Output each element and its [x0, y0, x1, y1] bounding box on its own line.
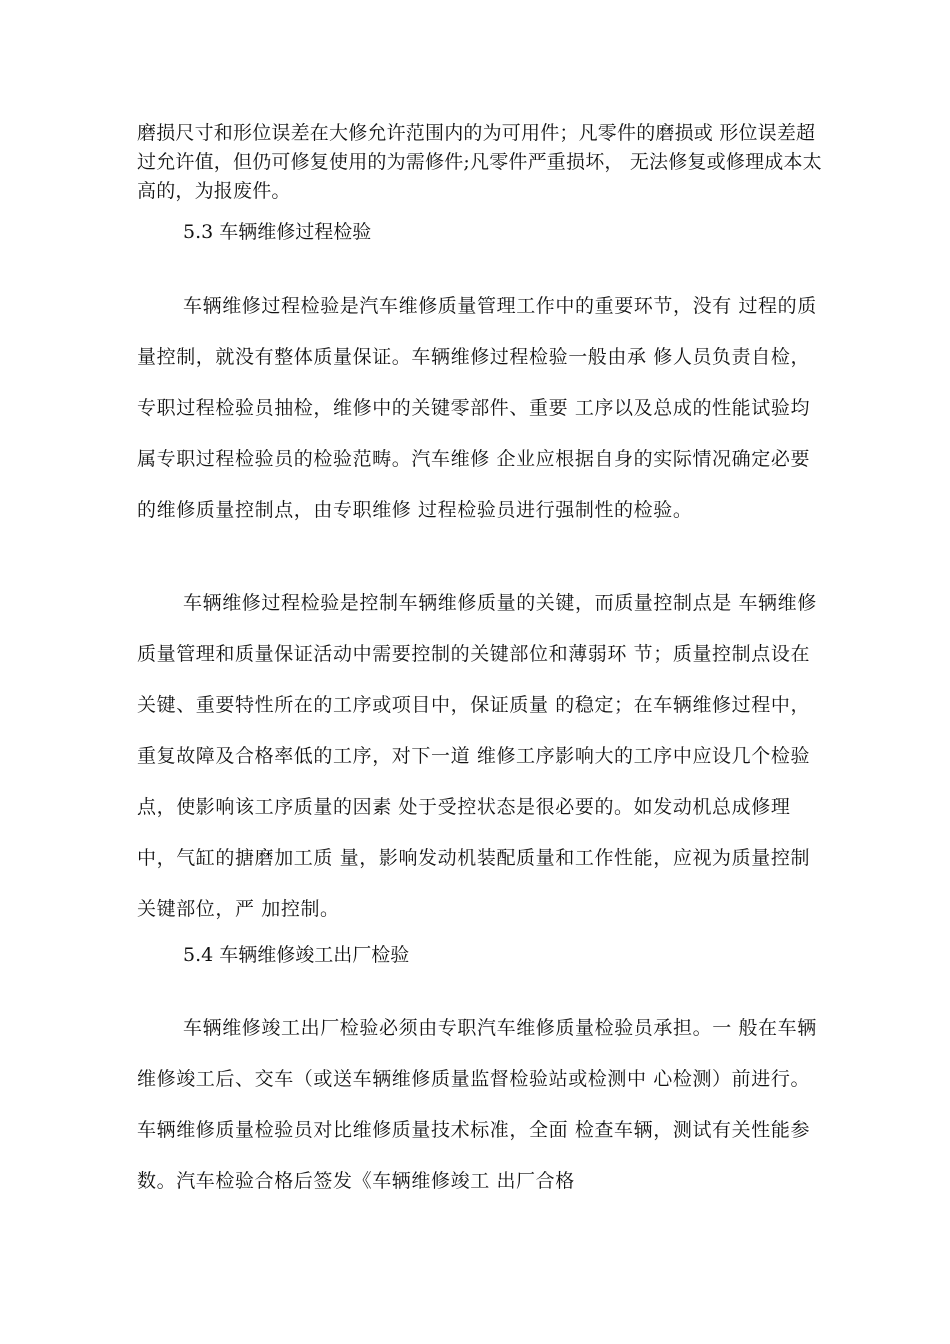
paragraph: 车辆维修过程检验是控制车辆维修质量的关键，而质量控制点是 车辆维修质量管理和质量保证活动中需要控制的关键部位和薄弱环 节；质量控制点设在关键、重要特性所在的工序或项目中，保证质量 的稳定；在车辆维修过程中，重复故障及合格率低的工序，对下一道 维修工序影响大的工序中应设几个检验点，使影响该工序质量的因素 处于受控状态是很必要的。如发动机总成修理中，气缸的搪磨加工质 量，影响发动机装配质量和工作性能，应视为质量控制关键部位，严 加控制。 [137, 592, 817, 920]
section-heading-5-4: 5.4 车辆维修竣工出厂检验 [183, 944, 410, 966]
paragraph: 车辆维修过程检验是汽车维修质量管理工作中的重要环节，没有 过程的质量控制，就没有整体质量保证。车辆维修过程检验一般由承 修人员负责自检，专职过程检验员抽检，维修中的关键零部件、重要 工序以及总成的性能试验均属专职过程检验员的检验范畴。汽车维修 企业应根据自身的实际情况确定必要的维修质量控制点，由专职维修 过程检验员进行强制性的检验。 [137, 295, 817, 521]
section-heading-5-3: 5.3 车辆维修过程检验 [183, 221, 372, 243]
paragraph: 车辆维修竣工出厂检验必须由专职汽车维修质量检验员承担。一 般在车辆维修竣工后、交车（或送车辆维修质量监督检验站或检测中 心检测）前进行。车辆维修质量检验员对比维修质量技术标准，全面 检查车辆，测试有关性能参数。汽车检验合格后签发《车辆维修竣工 出厂合格 [137, 1017, 817, 1192]
intro-paragraph: 磨损尺寸和形位误差在大修允许范围内的为可用件；凡零件的磨损或 形位误差超过允许值，但仍可修复使用的为需修件;凡零件严重损坏， 无法修复或修理成本太高的，为报废件。 [137, 122, 822, 202]
